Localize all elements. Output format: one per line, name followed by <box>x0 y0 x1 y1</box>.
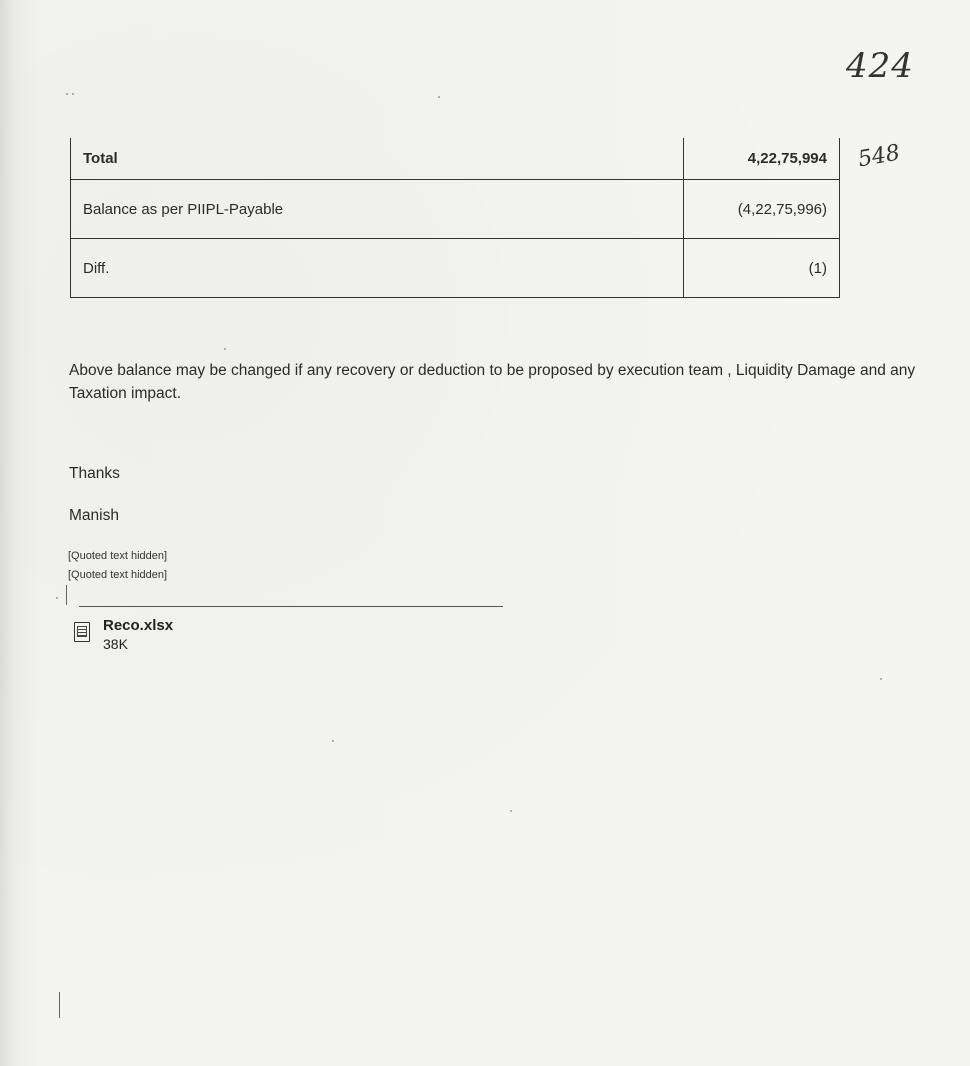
scan-speck <box>880 678 882 680</box>
row-label: Diff. <box>71 239 684 298</box>
handwritten-mark: 548 <box>856 140 902 173</box>
attachment-divider <box>79 606 503 607</box>
scan-mark <box>59 992 60 1018</box>
row-amount: (1) <box>684 239 840 298</box>
scan-speck <box>332 740 334 742</box>
row-label: Balance as per PIIPL-Payable <box>71 180 684 239</box>
balance-note: Above balance may be changed if any recovery or deduction to be proposed by execution team , Liquidity Damage and any Taxation impact. <box>69 362 916 402</box>
row-amount: (4,22,75,996) <box>684 180 840 239</box>
reconciliation-table <box>70 138 840 298</box>
quoted-text-toggle[interactable]: [Quoted text hidden] <box>68 550 168 562</box>
attachment-name[interactable]: Reco.xlsx <box>103 617 174 634</box>
scan-speck <box>66 93 68 95</box>
attachment-size: 38K <box>103 636 128 652</box>
scan-speck <box>72 93 74 95</box>
closing-text: Thanks <box>69 465 120 482</box>
scan-mark <box>66 585 67 605</box>
scan-speck <box>56 597 58 599</box>
row-amount: 4,22,75,994 <box>684 138 840 180</box>
quoted-text-toggle[interactable]: [Quoted text hidden] <box>68 569 168 581</box>
table-row <box>71 239 840 298</box>
spreadsheet-file-icon[interactable] <box>74 622 90 642</box>
scan-speck <box>224 348 226 350</box>
table-row <box>71 180 840 239</box>
scan-speck <box>438 96 440 98</box>
row-label: Total <box>71 138 684 180</box>
sender-name: Manish <box>69 507 119 524</box>
handwritten-page-number: 424 <box>846 46 914 86</box>
table-row <box>71 138 840 180</box>
scan-speck <box>510 810 512 812</box>
